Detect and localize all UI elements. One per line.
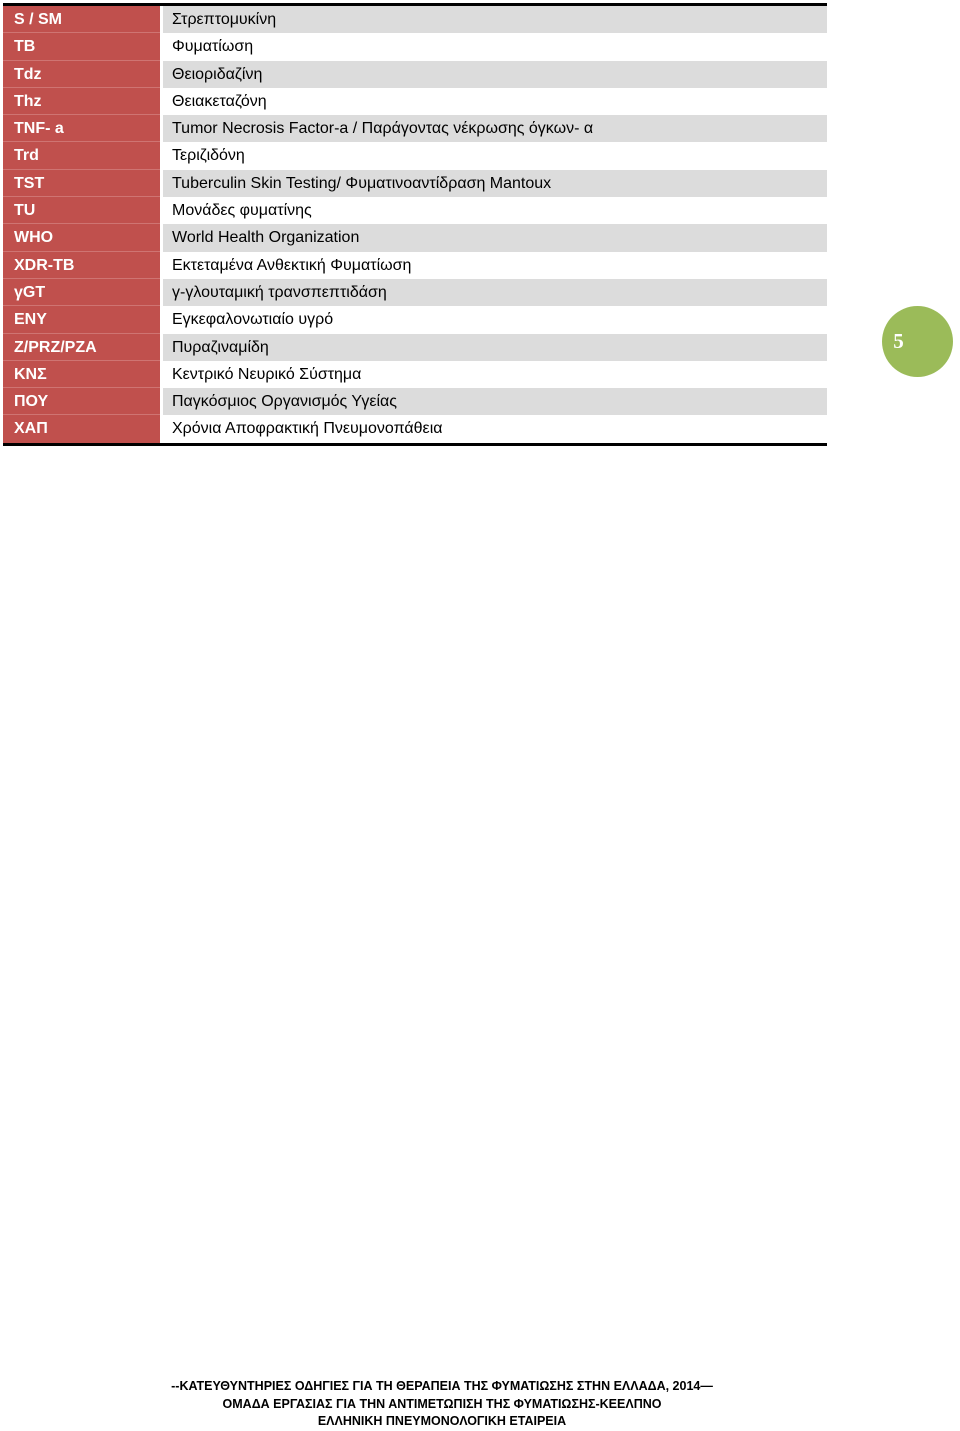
abbreviation-code: TB	[3, 33, 160, 60]
abbreviation-definition: World Health Organization	[163, 224, 827, 251]
table-row	[3, 115, 827, 142]
table-row	[3, 388, 827, 415]
abbreviation-definition: γ-γλουταμική τρανσπεπτιδάση	[163, 279, 827, 306]
table-row	[3, 170, 827, 197]
page-number-badge: 5	[882, 306, 953, 377]
abbreviation-code: TST	[3, 170, 160, 197]
abbreviation-code: Z/PRZ/PZA	[3, 334, 160, 361]
abbreviation-code: ΧΑΠ	[3, 415, 160, 442]
abbreviation-code: ΕΝΥ	[3, 306, 160, 333]
abbreviation-code: XDR-TB	[3, 252, 160, 279]
abbreviation-definition: Φυματίωση	[163, 33, 827, 60]
abbreviation-definition: Κεντρικό Νευρικό Σύστημα	[163, 361, 827, 388]
abbreviation-code: γGT	[3, 279, 160, 306]
page-footer	[0, 1378, 884, 1431]
abbreviation-definition: Tumor Necrosis Factor-a / Παράγοντας νέκρωσης όγκων- α	[163, 115, 827, 142]
abbreviation-definition: Εγκεφαλονωτιαίο υγρό	[163, 306, 827, 333]
abbreviation-definition: Θειοριδαζίνη	[163, 61, 827, 88]
abbreviations-table	[3, 3, 827, 446]
table-row	[3, 361, 827, 388]
table-row	[3, 415, 827, 442]
abbreviation-definition: Πυραζιναμίδη	[163, 334, 827, 361]
abbreviation-code: ΚΝΣ	[3, 361, 160, 388]
abbreviation-code: Tdz	[3, 61, 160, 88]
abbreviation-code: TNF- a	[3, 115, 160, 142]
abbreviation-definition: Θειακεταζόνη	[163, 88, 827, 115]
abbreviation-definition: Μονάδες φυματίνης	[163, 197, 827, 224]
abbreviation-code: WHO	[3, 224, 160, 251]
table-row	[3, 142, 827, 169]
table-row	[3, 197, 827, 224]
abbreviation-code: Trd	[3, 142, 160, 169]
abbreviation-definition: Παγκόσμιος Οργανισμός Υγείας	[163, 388, 827, 415]
table-row	[3, 6, 827, 33]
abbreviation-code: Thz	[3, 88, 160, 115]
abbreviation-definition: Στρεπτομυκίνη	[163, 6, 827, 33]
footer-line-3: ΕΛΛΗΝΙΚΗ ΠΝΕΥΜΟΝΟΛΟΓΙΚΗ ΕΤΑΙΡΕΙΑ	[317, 1414, 567, 1428]
abbreviation-definition: Τεριζιδόνη	[163, 142, 827, 169]
table-row	[3, 334, 827, 361]
table-row	[3, 252, 827, 279]
table-row	[3, 224, 827, 251]
table-row	[3, 33, 827, 60]
abbreviation-code: TU	[3, 197, 160, 224]
abbreviation-definition: Tuberculin Skin Testing/ Φυματινοαντίδραση Mantoux	[163, 170, 827, 197]
table-row	[3, 279, 827, 306]
abbreviation-definition: Χρόνια Αποφρακτική Πνευμονοπάθεια	[163, 415, 827, 442]
abbreviation-code: S / SM	[3, 6, 160, 33]
footer-line-2: ΟΜΑΔΑ ΕΡΓΑΣΙΑΣ ΓΙΑ ΤΗΝ ΑΝΤΙΜΕΤΩΠΙΣΗ ΤΗΣ ΦΥΜΑΤΙΩΣΗΣ-ΚΕΕΛΠΝΟ	[222, 1396, 662, 1411]
table-row	[3, 88, 827, 115]
abbreviation-definition: Εκτεταμένα Ανθεκτική Φυματίωση	[163, 252, 827, 279]
footer-line-1: --ΚΑΤΕΥΘΥΝΤΗΡΙΕΣ ΟΔΗΓΙΕΣ ΓΙΑ ΤΗ ΘΕΡΑΠΕΙΑ ΤΗΣ ΦΥΜΑΤΙΩΣΗΣ ΣΤΗΝ ΕΛΛΑΔΑ, 2014—	[171, 1379, 713, 1393]
abbreviation-code: ΠΟΥ	[3, 388, 160, 415]
table-row	[3, 61, 827, 88]
table-row	[3, 306, 827, 333]
